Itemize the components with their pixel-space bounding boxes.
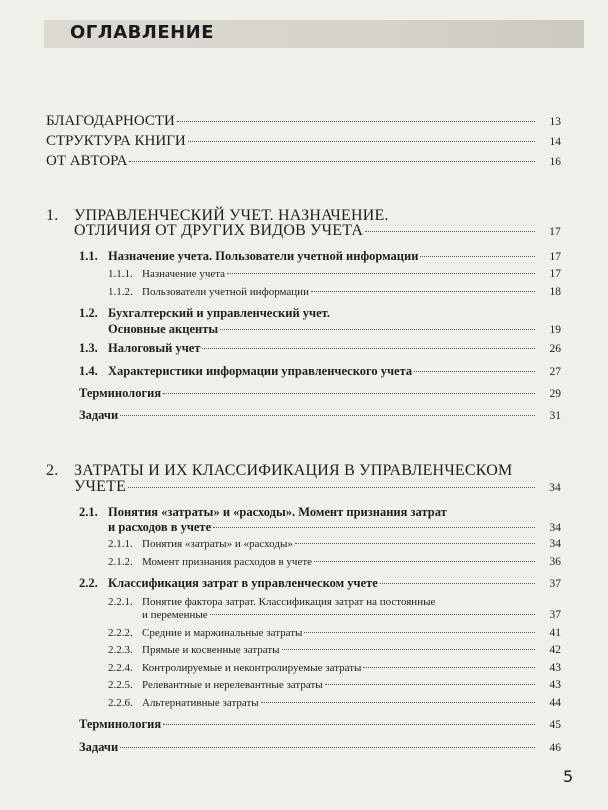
dot-leader (365, 231, 535, 232)
toc-entry-page: 45 (549, 719, 561, 731)
dot-leader (220, 329, 535, 330)
chapter-title-line2: УЧЕТЕ (74, 478, 127, 495)
toc-entry-2-2-6[interactable] (0, 697, 608, 709)
toc-entry-page: 17 (549, 226, 561, 238)
toc-entry-label: Классификация затрат в управленческом учете (108, 576, 378, 590)
toc-entry-1-3[interactable] (0, 341, 608, 356)
subsection-number: 2.1.1. (108, 538, 133, 550)
toc-entry-2-1-1[interactable] (0, 538, 608, 550)
subsection-number: 2.2.4. (108, 662, 133, 674)
toc-entry-page: 43 (549, 679, 561, 691)
toc-entry-2-2-3[interactable] (0, 644, 608, 656)
section-label-line1: Бухгалтерский и управленческий учет. (108, 306, 330, 320)
toc-entry-page: 26 (549, 343, 561, 355)
toc-entry-page: 19 (549, 324, 561, 336)
toc-entry-acknowledgements[interactable] (0, 113, 608, 130)
toc-entry-page: 17 (549, 251, 561, 263)
toc-entry-label: Задачи (79, 408, 119, 422)
dot-leader (188, 141, 535, 142)
toc-entry-label: СТРУКТУРА КНИГИ (46, 133, 186, 149)
dot-leader (314, 561, 535, 562)
dot-leader (380, 583, 535, 584)
dot-leader (227, 273, 535, 274)
subsection-number: 2.2.2. (108, 627, 133, 639)
toc-entry-ch1-tasks[interactable] (0, 408, 608, 423)
dot-leader (325, 684, 535, 685)
toc-entry-page: 34 (549, 482, 561, 494)
section-label-line2: и расходов в учете (108, 520, 212, 534)
toc-entry-ch1-terminology[interactable] (0, 386, 608, 401)
toc-entry-1-1-2[interactable] (0, 286, 608, 298)
section-number: 1.3. (79, 341, 98, 355)
section-number: 2.1. (79, 505, 98, 519)
dot-leader (420, 256, 535, 257)
toc-entry-page: 29 (549, 388, 561, 400)
toc-entry-page: 43 (549, 662, 561, 674)
chapter-title-line1: ЗАТРАТЫ И ИХ КЛАССИФИКАЦИЯ В УПРАВЛЕНЧЕСКОМ (74, 462, 513, 479)
section-number: 2.2. (79, 576, 98, 590)
subsection-label-line2: и переменные (142, 609, 208, 621)
subsection-number: 2.1.2. (108, 556, 133, 568)
toc-entry-page: 37 (549, 578, 561, 590)
toc-entry-label: ОТ АВТОРА (46, 153, 128, 169)
toc-entry-label: Понятия «затраты» и «расходы» (142, 538, 293, 550)
toc-entry-label: БЛАГОДАРНОСТИ (46, 113, 175, 129)
toc-entry-page: 37 (549, 609, 561, 621)
subsection-number: 2.2.3. (108, 644, 133, 656)
toc-entry-page: 18 (549, 286, 561, 298)
dot-leader (120, 747, 535, 748)
dot-leader (202, 348, 535, 349)
toc-entry-label: Средние и маржинальные затраты (142, 627, 303, 639)
dot-leader (128, 487, 535, 488)
toc-entry-1-4[interactable] (0, 364, 608, 379)
toc-entry-page: 42 (549, 644, 561, 656)
toc-entry-label: Назначение учета (142, 268, 226, 280)
toc-entry-page: 36 (549, 556, 561, 568)
toc-entry-label: Налоговый учет (108, 341, 201, 355)
toc-entry-2-2-2[interactable] (0, 627, 608, 639)
toc-entry-page: 41 (549, 627, 561, 639)
section-number: 1.2. (79, 306, 98, 320)
dot-leader (363, 667, 535, 668)
toc-entry-ch2-terminology[interactable] (0, 717, 608, 732)
chapter-number: 1. (46, 207, 59, 224)
page-number: 5 (563, 767, 574, 786)
toc-entry-page: 14 (549, 136, 561, 148)
section-number: 1.4. (79, 364, 98, 378)
toc-entry-2-2[interactable] (0, 576, 608, 591)
page-title: ОГЛАВЛЕНИЕ (70, 22, 215, 43)
subsection-number: 2.2.5. (108, 679, 133, 691)
dot-leader (304, 632, 535, 633)
dot-leader (129, 161, 535, 162)
dot-leader (311, 291, 535, 292)
subsection-number: 2.2.1. (108, 596, 133, 608)
toc-entry-page: 27 (549, 366, 561, 378)
toc-entry-from-author[interactable] (0, 153, 608, 170)
toc-entry-label: Характеристики информации управленческого учета (108, 364, 413, 378)
toc-entry-page: 34 (549, 522, 561, 534)
subsection-number: 1.1.1. (108, 268, 133, 280)
dot-leader (177, 121, 535, 122)
dot-leader (282, 649, 535, 650)
chapter-title-line1: УПРАВЛЕНЧЕСКИЙ УЧЕТ. НАЗНАЧЕНИЕ. (74, 207, 389, 224)
toc-entry-ch2-tasks[interactable] (0, 740, 608, 755)
subsection-number: 1.1.2. (108, 286, 133, 298)
toc-entry-2-1[interactable] (0, 520, 608, 535)
subsection-number: 2.2.6. (108, 697, 133, 709)
toc-entry-label: Момент признания расходов в учете (142, 556, 313, 568)
toc-entry-label: Прямые и косвенные затраты (142, 644, 280, 656)
toc-entry-label: Альтернативные затраты (142, 697, 259, 709)
dot-leader (163, 724, 535, 725)
toc-entry-chapter-1[interactable] (0, 222, 608, 240)
dot-leader (261, 702, 535, 703)
toc-entry-page: 44 (549, 697, 561, 709)
toc-entry-1-1-1[interactable] (0, 268, 608, 280)
toc-entry-label: Задачи (79, 740, 119, 754)
toc-entry-page: 34 (549, 538, 561, 550)
toc-entry-2-2-4[interactable] (0, 662, 608, 674)
dot-leader (210, 614, 535, 615)
toc-entry-label: Контролируемые и неконтролируемые затраты (142, 662, 362, 674)
dot-leader (120, 415, 535, 416)
chapter-title-line2: ОТЛИЧИЯ ОТ ДРУГИХ ВИДОВ УЧЕТА (74, 222, 364, 239)
section-number: 1.1. (79, 249, 98, 263)
toc-entry-page: 17 (549, 268, 561, 280)
toc-entry-chapter-2[interactable] (0, 478, 608, 496)
toc-entry-page: 13 (549, 116, 561, 128)
dot-leader (295, 543, 535, 544)
chapter-number: 2. (46, 462, 59, 479)
toc-entry-2-1-2[interactable] (0, 556, 608, 568)
toc-entry-1-1[interactable] (0, 249, 608, 264)
toc-entry-label: Назначение учета. Пользователи учетной информации (108, 249, 419, 263)
subsection-label-line1: Понятие фактора затрат. Классификация затрат на постоянные (142, 596, 436, 608)
toc-entry-2-2-1[interactable] (0, 609, 608, 621)
section-label-line2: Основные акценты (108, 322, 219, 336)
toc-entry-label: Релевантные и нерелевантные затраты (142, 679, 323, 691)
toc-entry-book-structure[interactable] (0, 133, 608, 150)
section-label-line1: Понятия «затраты» и «расходы». Момент признания затрат (108, 505, 447, 519)
toc-entry-label: Пользователи учетной информации (142, 286, 309, 298)
toc-entry-label: Терминология (79, 717, 162, 731)
toc-entry-page: 46 (549, 742, 561, 754)
dot-leader (213, 527, 535, 528)
toc-entry-label: Терминология (79, 386, 162, 400)
toc-entry-page: 16 (549, 156, 561, 168)
dot-leader (414, 371, 535, 372)
dot-leader (163, 393, 535, 394)
toc-entry-1-2[interactable] (0, 322, 608, 337)
toc-entry-page: 31 (549, 410, 561, 422)
toc-entry-2-2-5[interactable] (0, 679, 608, 691)
